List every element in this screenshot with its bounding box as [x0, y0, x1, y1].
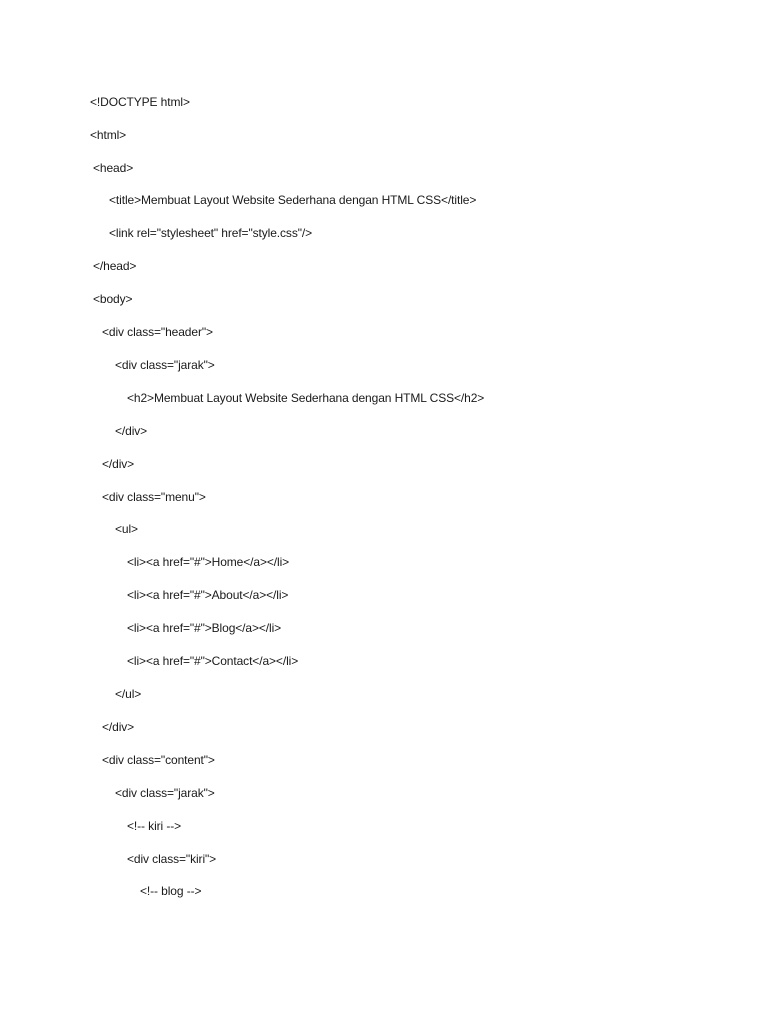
- code-line: </div>: [102, 720, 135, 734]
- code-line: <div class="content">: [102, 753, 215, 767]
- code-line: <li><a href="#">Blog</a></li>: [127, 621, 282, 635]
- code-line: </head>: [93, 259, 137, 273]
- code-line: </div>: [115, 424, 148, 438]
- code-line: <title>Membuat Layout Website Sederhana dengan HTML CSS</title>: [109, 193, 477, 207]
- code-line: <link rel="stylesheet" href="style.css"/>: [109, 226, 313, 240]
- code-line: <div class="menu">: [102, 490, 206, 504]
- code-line: <!-- kiri -->: [127, 819, 182, 833]
- code-line: <li><a href="#">About</a></li>: [127, 588, 289, 602]
- code-line: </ul>: [115, 687, 142, 701]
- code-line: <ul>: [115, 522, 138, 536]
- code-line: <!-- blog -->: [140, 884, 202, 898]
- code-line: <li><a href="#">Contact</a></li>: [127, 654, 299, 668]
- code-line: <div class="kiri">: [127, 852, 217, 866]
- code-line: <body>: [93, 292, 133, 306]
- code-line: <div class="jarak">: [115, 786, 215, 800]
- code-line: <!DOCTYPE html>: [90, 95, 190, 109]
- code-line: <div class="jarak">: [115, 358, 215, 372]
- code-line: <h2>Membuat Layout Website Sederhana dengan HTML CSS</h2>: [127, 391, 485, 405]
- code-line: <html>: [90, 128, 127, 142]
- code-line: <li><a href="#">Home</a></li>: [127, 555, 290, 569]
- code-line: <div class="header">: [102, 325, 213, 339]
- code-line: <head>: [93, 161, 134, 175]
- code-line: </div>: [102, 457, 135, 471]
